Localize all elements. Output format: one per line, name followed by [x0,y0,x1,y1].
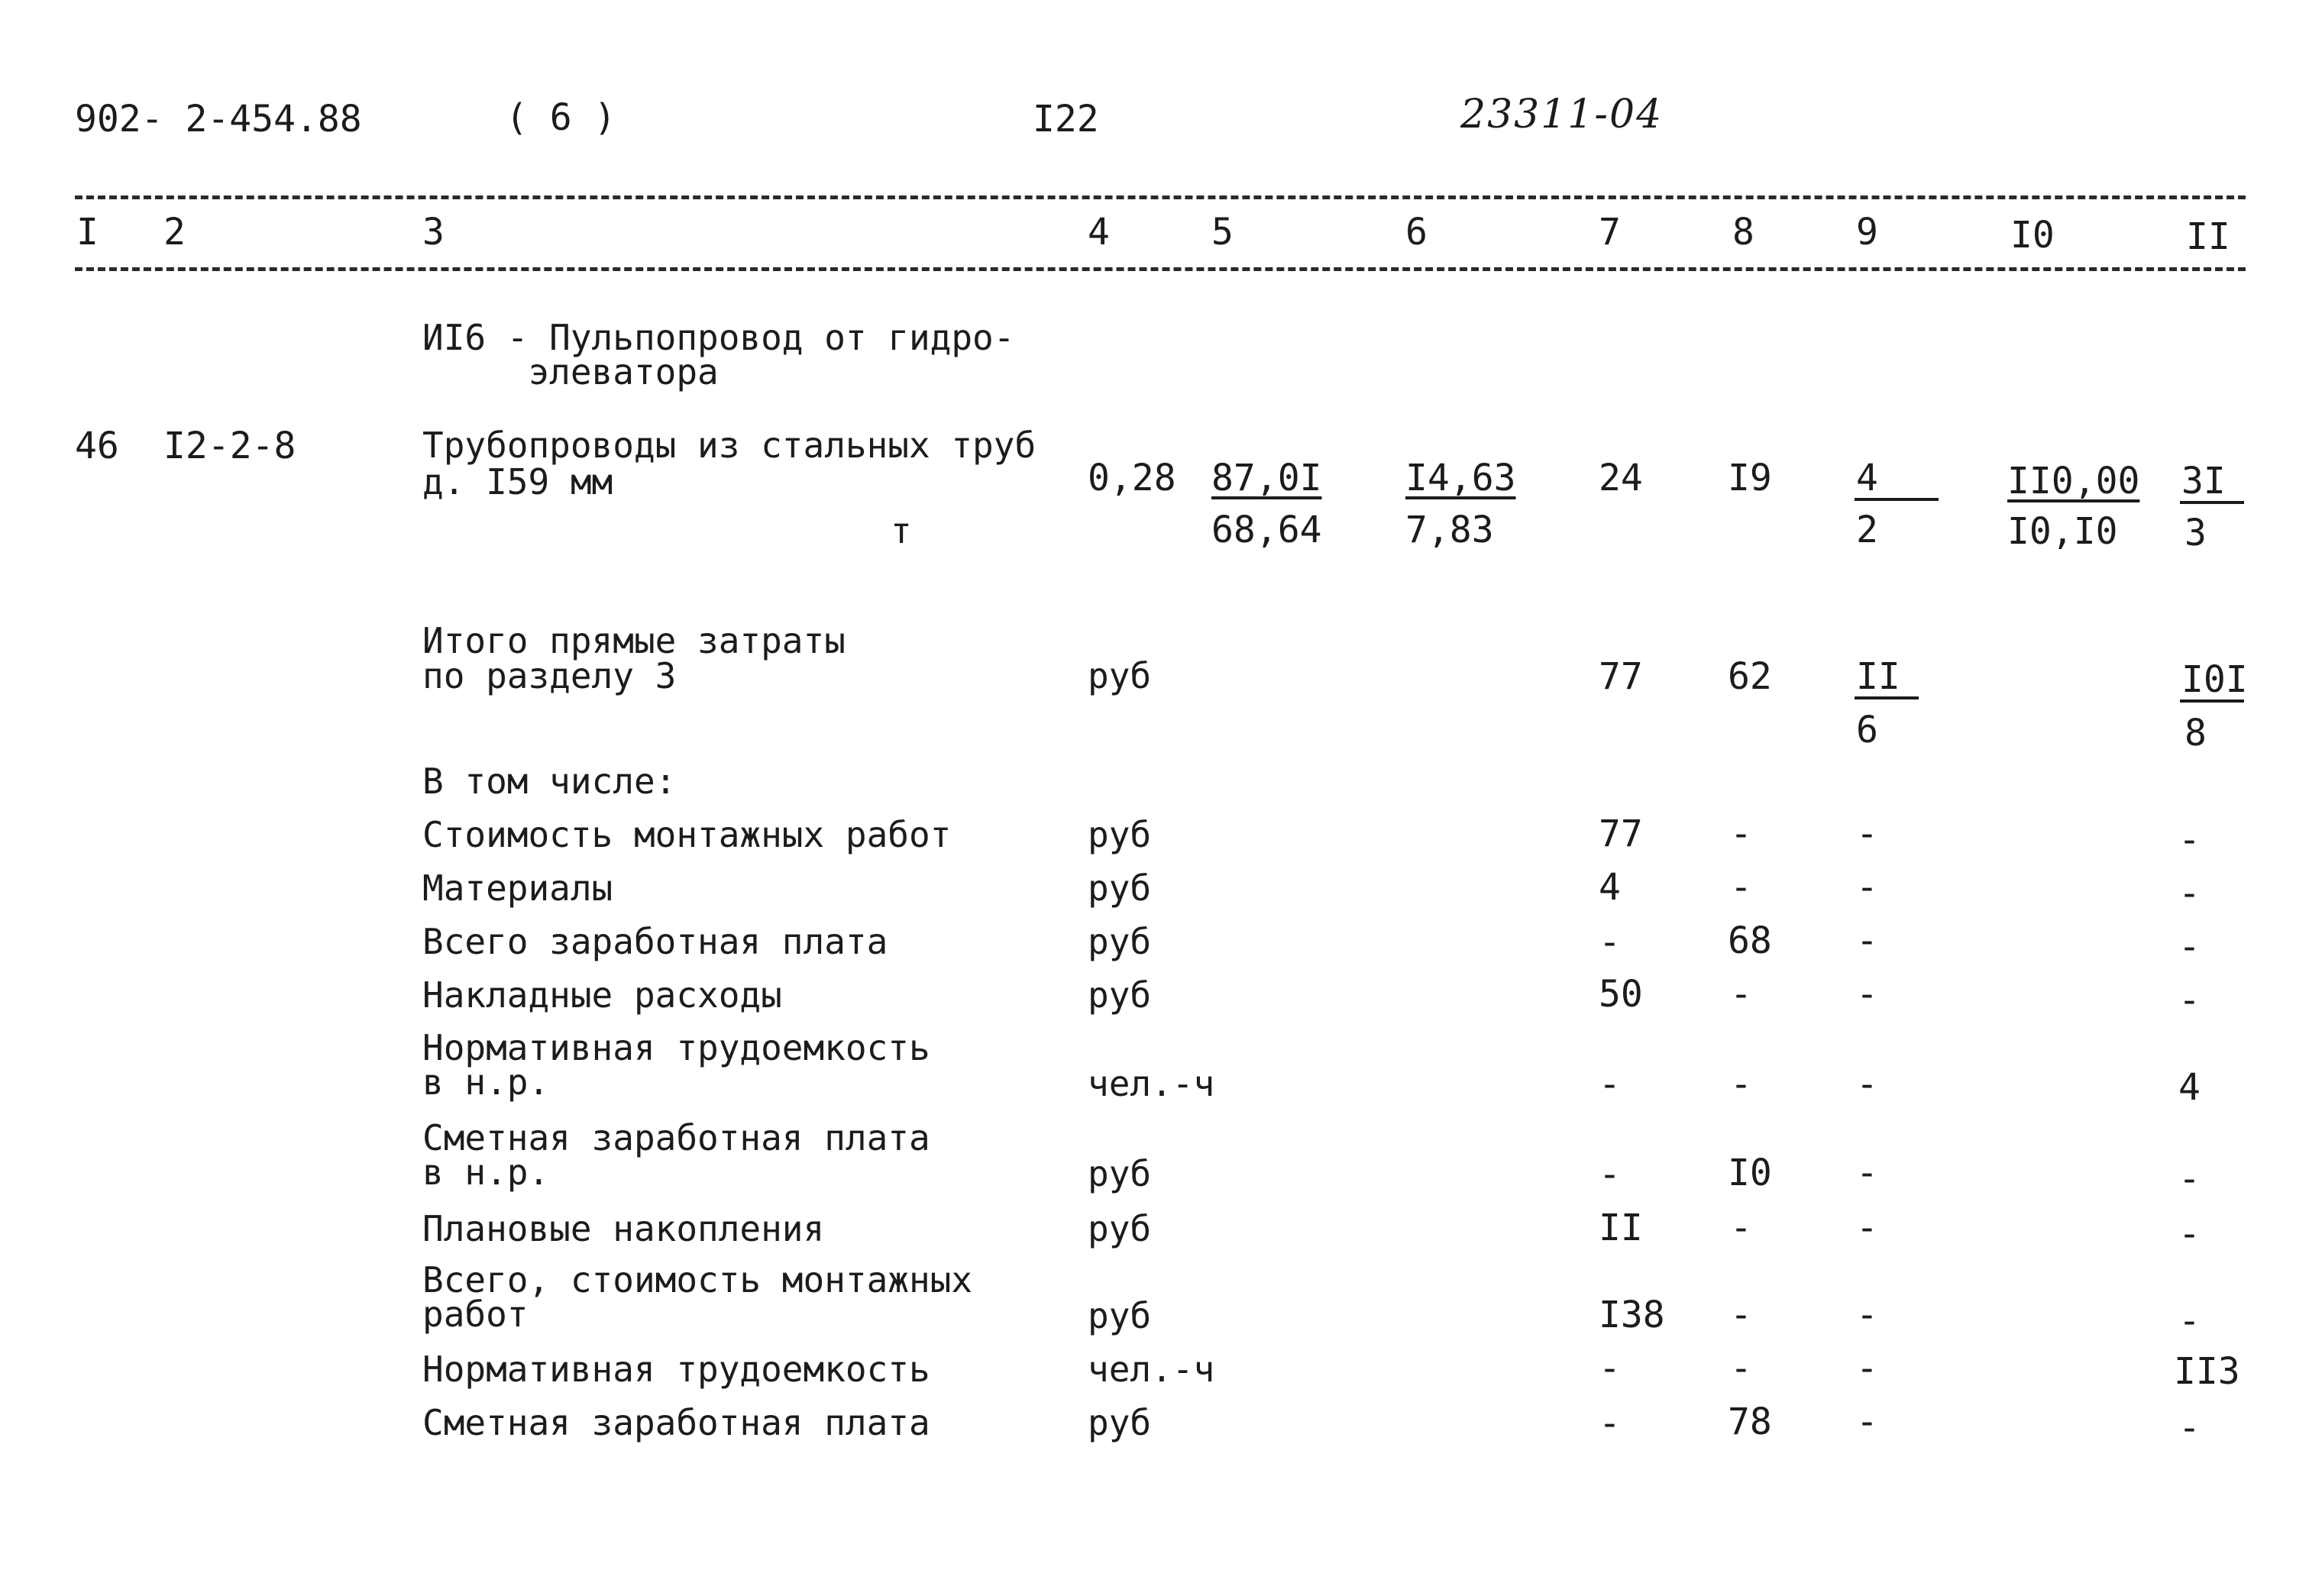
item-col8: I9 [1728,457,1772,499]
item-col9-bottom: 2 [1856,509,1878,551]
total-col7: 77 [1599,655,1643,698]
total-col11-top: I0I [2181,658,2248,701]
column-header-4: 4 [1088,211,1110,254]
item-name-line2: д. I59 мм [422,461,613,502]
breakdown-col9: - [1856,1401,1878,1443]
breakdown-col7: 4 [1599,866,1621,909]
breakdown-col9: - [1856,813,1878,855]
breakdown-unit: руб [1088,1402,1152,1443]
breakdown-col7: - [1599,1347,1621,1390]
breakdown-unit: руб [1088,867,1152,909]
breakdown-col8: - [1730,1207,1752,1249]
breakdown-col9: - [1856,1347,1878,1390]
column-header-2: 2 [163,211,186,254]
breakdown-label: Нормативная трудоемкость в н.р. [422,1027,930,1103]
breakdown-unit: руб [1088,814,1152,855]
breakdown-col9: - [1856,1063,1878,1106]
breakdown-unit: руб [1088,1153,1152,1194]
breakdown-col11: - [2178,1407,2201,1449]
header-top-rule [75,195,2246,199]
breakdown-col9: - [1856,1207,1878,1249]
breakdown-col7: - [1599,1063,1621,1106]
total-col9-top: II [1856,655,1900,698]
total-unit: руб [1088,655,1152,696]
item-col5-top: 87,0I [1211,457,1322,499]
breakdown-col7: - [1599,1153,1621,1196]
item-col6-top: I4,63 [1405,457,1516,499]
breakdown-col8: 68 [1728,919,1772,962]
column-header-10: I0 [2010,214,2055,257]
breakdown-col11: - [2178,872,2201,915]
column-header-5: 5 [1211,211,1234,254]
total-label-line2: по разделу 3 [422,655,677,696]
column-header-6: 6 [1405,211,1428,254]
column-header-7: 7 [1599,211,1621,254]
item-col10-top: II0,00 [2007,460,2140,502]
breakdown-col7: I38 [1599,1294,1665,1336]
item-col10-bottom: I0,I0 [2007,510,2118,553]
breakdown-col8: - [1730,866,1752,909]
breakdown-col11: 4 [2178,1066,2201,1109]
breakdown-label: Нормативная трудоемкость [422,1349,930,1390]
breakdown-label: Всего, стоимость монтажных работ [422,1259,973,1336]
breakdown-col11: - [2178,819,2201,861]
breakdown-label: Сметная заработная плата в н.р. [422,1117,930,1194]
item-col11-fraction-line [2180,501,2244,504]
breakdown-col9: - [1856,1294,1878,1336]
breakdown-col7: - [1599,1402,1621,1445]
header-bottom-rule [75,267,2246,271]
item-col9-top: 4 [1856,457,1878,499]
including-heading: В том числе: [422,761,677,802]
breakdown-col11: - [2178,1300,2201,1342]
breakdown-unit: чел.-ч [1088,1349,1215,1390]
page-number: I22 [1033,98,1099,141]
breakdown-col9: - [1856,1152,1878,1194]
breakdown-col9: - [1856,866,1878,909]
breakdown-unit: руб [1088,1295,1152,1336]
total-col11-fraction-line [2180,699,2244,703]
column-header-1: I [76,211,99,254]
item-col9-fraction-line [1855,498,1939,501]
item-number: 46 [75,425,119,467]
breakdown-col7: - [1599,921,1621,964]
total-col11-bottom: 8 [2184,712,2207,754]
breakdown-col8: I0 [1728,1152,1772,1194]
breakdown-col8: - [1730,1063,1752,1106]
column-header-3: 3 [422,211,445,254]
total-col9-fraction-line [1855,696,1919,699]
breakdown-col7: 77 [1599,813,1643,855]
item-col11-top: 3I [2181,460,2226,502]
item-col5-bottom: 68,64 [1211,509,1322,551]
total-col8: 62 [1728,655,1772,698]
breakdown-col9: - [1856,919,1878,962]
breakdown-col8: - [1730,813,1752,855]
breakdown-label: Всего заработная плата [422,921,888,962]
handwritten-inventory-number: 23311-04 [1460,92,1664,137]
breakdown-label: Стоимость монтажных работ [422,814,952,855]
total-label-line1: Итого прямые затраты [422,620,846,661]
breakdown-col8: - [1730,973,1752,1016]
breakdown-unit: чел.-ч [1088,1063,1215,1104]
item-col6-bottom: 7,83 [1405,509,1494,551]
breakdown-col7: II [1599,1207,1643,1249]
breakdown-col8: 78 [1728,1401,1772,1443]
breakdown-col9: - [1856,973,1878,1016]
item-name-line1: Трубопроводы из стальных труб [422,425,1036,466]
item-col11-bottom: 3 [2184,512,2207,554]
breakdown-unit: руб [1088,974,1152,1016]
breakdown-col8: - [1730,1294,1752,1336]
breakdown-label: Материалы [422,867,613,909]
breakdown-label: Сметная заработная плата [422,1402,930,1443]
section-title: ИI6 - Пульпопровод от гидро- элеватора [422,317,1015,393]
item-quantity: 0,28 [1088,457,1176,499]
breakdown-col11: - [2178,926,2201,968]
document-code: 902- 2-454.88 [75,98,362,141]
breakdown-col11: - [2178,979,2201,1022]
column-header-8: 8 [1732,211,1754,254]
breakdown-unit: руб [1088,921,1152,962]
item-unit: т [891,510,912,551]
item-code: I2-2-8 [163,425,296,467]
breakdown-label: Плановые накопления [422,1208,825,1249]
breakdown-col8: - [1730,1347,1752,1390]
column-header-9: 9 [1856,211,1878,254]
sheet-number: ( 6 ) [506,96,616,139]
breakdown-col11: II3 [2174,1350,2240,1393]
column-header-11: II [2186,215,2230,258]
item-col7: 24 [1599,457,1643,499]
breakdown-unit: руб [1088,1208,1152,1249]
breakdown-label: Накладные расходы [422,974,782,1016]
breakdown-col7: 50 [1599,973,1643,1016]
breakdown-col11: - [2178,1213,2201,1255]
total-col9-bottom: 6 [1856,709,1878,751]
breakdown-col11: - [2178,1158,2201,1200]
